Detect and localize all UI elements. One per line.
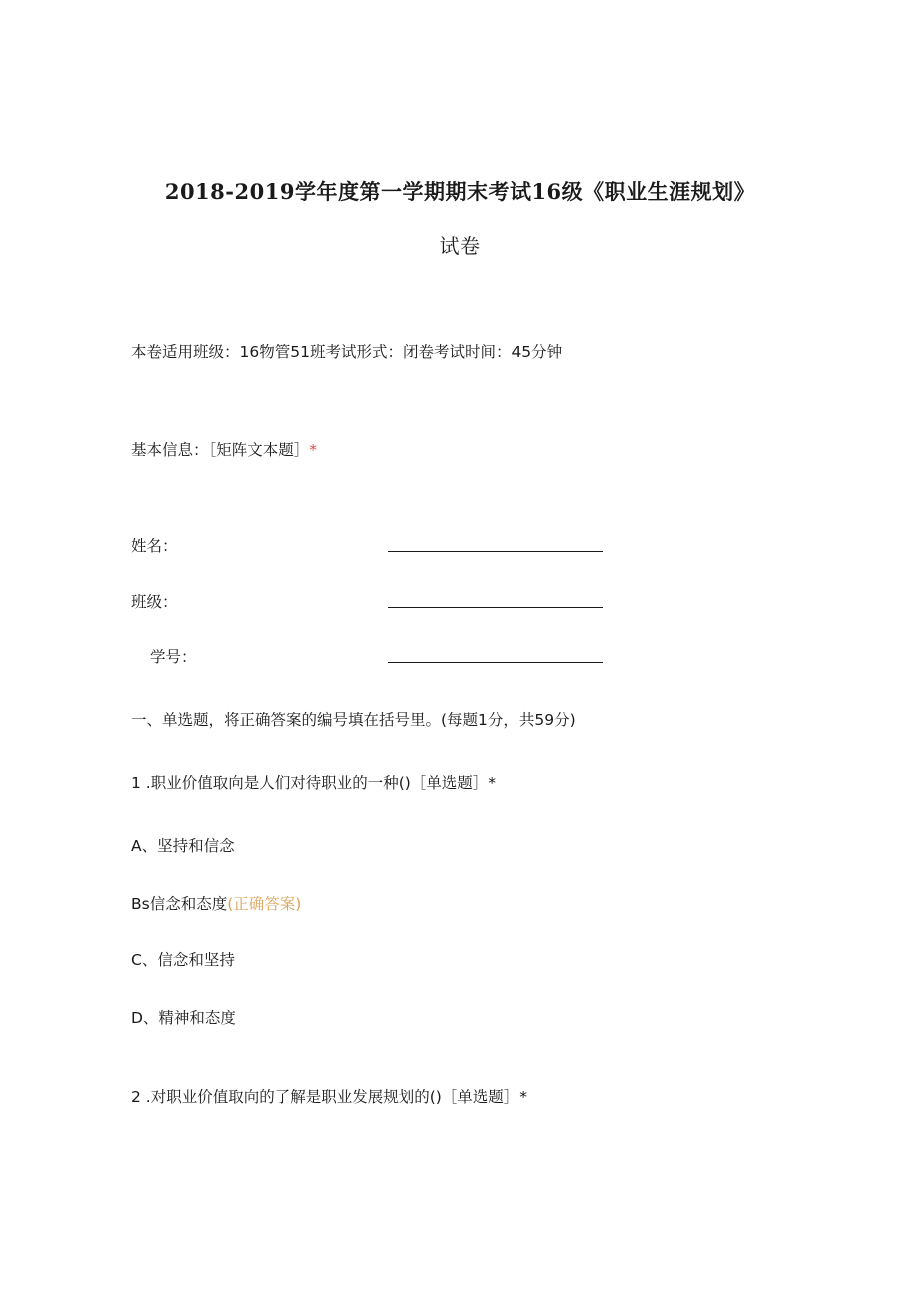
section-heading: 一、单选题，将正确答案的编号填在括号里。(每题1分，共59分) [131,711,576,729]
exam-info-line: 本卷适用班级：16物管51班考试形式：闭卷考试时间：45分钟 [131,343,563,361]
option-text: A、坚持和信念 [131,837,235,855]
required-star: * [309,441,318,459]
question-1-option-d[interactable] [131,1006,236,1028]
basic-info-heading [131,438,317,460]
student-id-field-blank[interactable] [388,662,603,663]
exam-title-continued: 试卷 [439,234,481,258]
question-1-stem: 1 .职业价值取向是人们对待职业的一种()［单选题］* [131,774,497,792]
option-text: Bs信念和态度 [131,895,228,913]
name-field-blank[interactable] [388,551,603,552]
option-text: C、信念和坚持 [131,951,235,969]
question-1-option-c[interactable] [131,948,235,970]
name-field-label: 姓名： [131,537,178,555]
basic-info-label: 基本信息：［矩阵文本题］ [131,441,310,459]
question-2-stem: 2 .对职业价值取向的了解是职业发展规划的()［单选题］* [131,1088,528,1106]
class-field-label: 班级： [131,593,178,611]
question-1-option-b[interactable] [131,892,301,914]
student-id-field-label: 学号： [150,648,197,666]
class-field-blank[interactable] [388,607,603,608]
correct-answer-tag: (正确答案) [227,895,302,913]
option-text: D、精神和态度 [131,1009,236,1027]
exam-title: 2018-2019学年度第一学期期末考试16级《职业生涯规划》 [164,179,756,204]
question-1-option-a[interactable] [131,834,235,856]
